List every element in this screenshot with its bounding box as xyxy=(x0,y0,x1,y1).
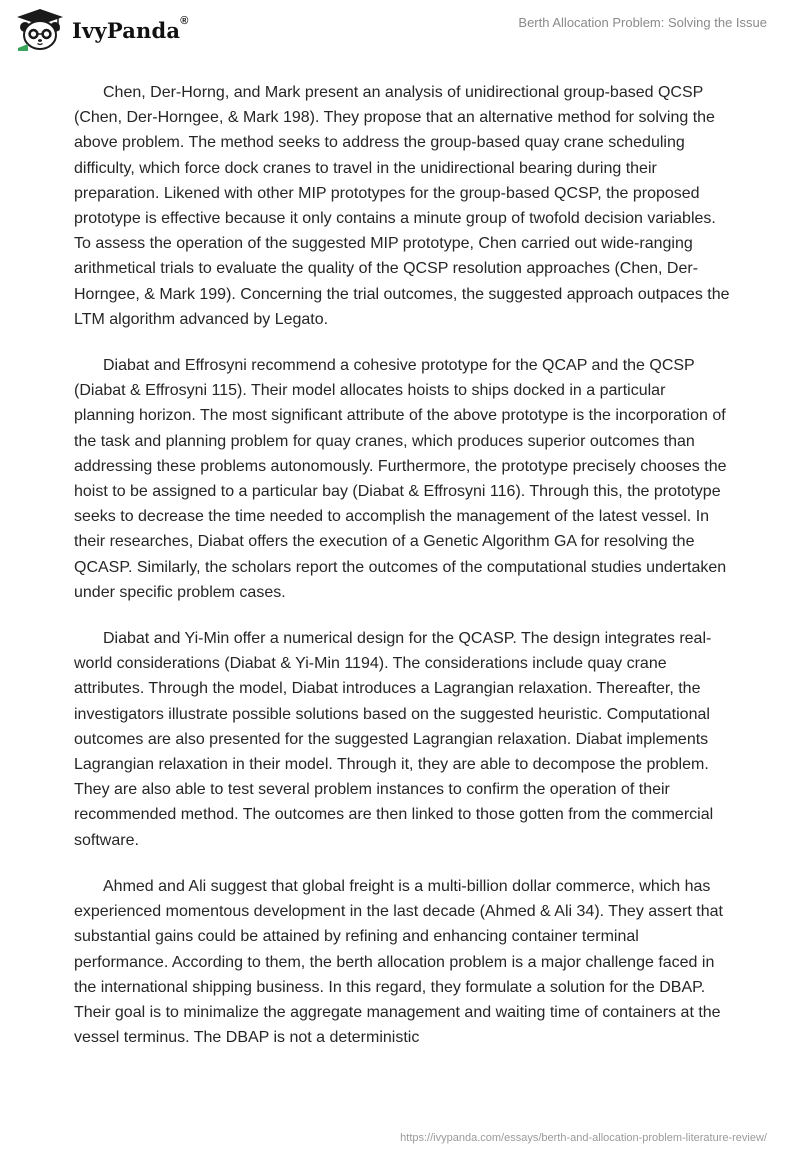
page-header xyxy=(0,0,800,60)
essay-body xyxy=(74,80,730,1071)
document-title: Berth Allocation Problem: Solving the Issue xyxy=(518,15,767,30)
paragraph: Chen, Der-Horng, and Mark present an analysis of unidirectional group-based QCSP (Chen, Der-Horngee, & Mark 198). They propose that an alternative method for solving the above problem. The method seeks to address the group-based quay crane scheduling difficulty, which force dock cranes to travel in the unidirectional bearing during their preparation. Likened with other MIP prototypes for the group-based QCSP, the proposed prototype is effective because it only contains a minute group of twofold decision variables. To assess the operation of the suggested MIP prototype, Chen carried out wide-ranging arithmetical trials to evaluate the quality of the QCSP resolution approaches (Chen, Der-Horngee, & Mark 199). Concerning the trial outcomes, the suggested approach outpaces the LTM algorithm advanced by Legato. xyxy=(74,84,730,328)
panda-graduate-icon xyxy=(14,8,66,52)
ivypanda-logo[interactable] xyxy=(14,8,189,52)
paragraph: Diabat and Yi-Min offer a numerical design for the QCASP. The design integrates real-world considerations (Diabat & Yi-Min 1194). The considerations include quay crane attributes. Through the model, Diabat introduces a Lagrangian relaxation. Thereafter, the investigators illustrate possible solutions based on the suggested heuristic. Computational outcomes are also presented for the suggested Lagrangian relaxation. Diabat implements Lagrangian relaxation in their model. Through it, they are able to decompose the problem. They are also able to test several problem instances to confirm the operation of their recommended method. The outcomes are then linked to those gotten from the commercial software. xyxy=(74,630,714,849)
paragraph: Ahmed and Ali suggest that global freight is a multi-billion dollar commerce, which has experienced momentous development in the last decade (Ahmed & Ali 34). They assert that substantial gains could be attained by refining and enhancing container terminal performance. According to them, the berth allocation problem is a major challenge faced in the international shipping business. In this regard, they formulate a solution for the DBAP. Their goal is to minimalize the aggregate management and waiting time of containers at the vessel terminus. The DBAP is not a deterministic xyxy=(74,877,723,1047)
source-url[interactable]: https://ivypanda.com/essays/berth-and-allocation-problem-literature-review/ xyxy=(400,1132,767,1144)
paragraph: Diabat and Effrosyni recommend a cohesive prototype for the QCAP and the QCSP (Diabat & Effrosyni 115). Their model allocates hoists to ships docked in a particular planning horizon. The most significant attribute of the above prototype is the incorporation of the task and planning problem for quay cranes, which produces superior outcomes than addressing these problems autonomously. Furthermore, the prototype precisely chooses the hoist to be assigned to a particular bay (Diabat & Effrosyni 116). Through this, the prototype seeks to decrease the time needed to accomplish the management of the latest vessel. In their researches, Diabat offers the execution of a Genetic Algorithm GA for resolving the QCASP. Similarly, the scholars report the outcomes of the computational studies undertaken under specific problem cases. xyxy=(74,357,727,601)
logo-wordmark: IvyPanda® xyxy=(72,14,189,43)
registered-mark: ® xyxy=(180,14,189,27)
